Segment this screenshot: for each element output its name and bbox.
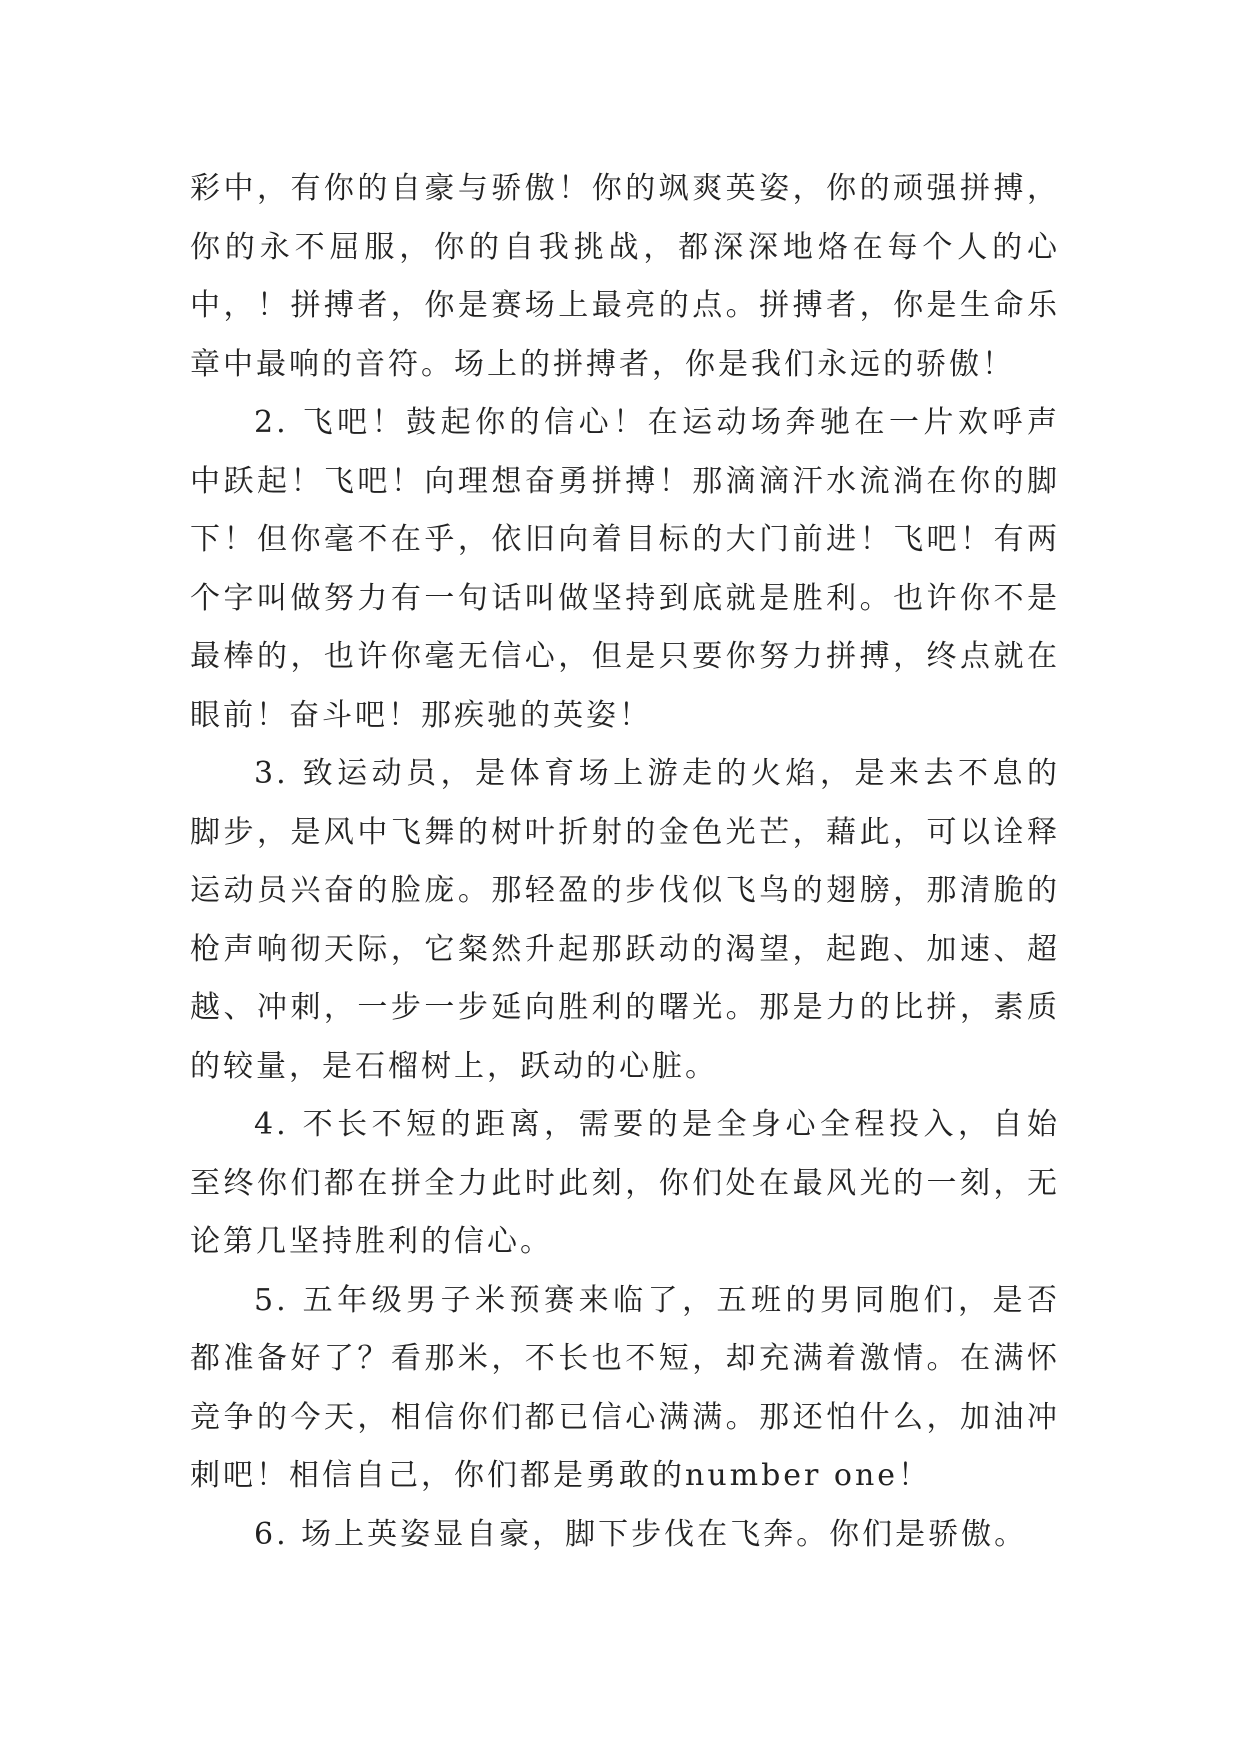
paragraph-item-3: 3. 致运动员，是体育场上游走的火焰，是来去不息的脚步，是风中飞舞的树叶折射的金色光芒，藉此，可以诠释运动员兴奋的脸庞。那轻盈的步伐似飞鸟的翅膀，那清脆的枪声响彻天际，它粲然升起那跃动的渴望，起跑、加速、超越、冲刺，一步一步延向胜利的曙光。那是力的比拼，素质的较量，是石榴树上，跃动的心脏。 (190, 756, 1060, 1084)
document-body (190, 160, 1060, 1564)
paragraph-item-4: 4. 不长不短的距离，需要的是全身心全程投入，自始至终你们都在拼全力此时此刻，你们处在最风光的一刻，无论第几坚持胜利的信心。 (190, 1107, 1060, 1259)
paragraph-continuation: 彩中，有你的自豪与骄傲！你的飒爽英姿，你的顽强拼搏，你的永不屈服，你的自我挑战，都深深地烙在每个人的心中，！拼搏者，你是赛场上最亮的点。拼搏者，你是生命乐章中最响的音符。场上的拼搏者，你是我们永远的骄傲！ (190, 171, 1060, 382)
paragraph-item-5: 5. 五年级男子米预赛来临了，五班的男同胞们，是否都准备好了？看那米，不长也不短，却充满着激情。在满怀竞争的今天，相信你们都已信心满满。那还怕什么，加油冲刺吧！相信自己，你们都是勇敢的number one！ (190, 1282, 1060, 1493)
paragraph-item-6: 6. 场上英姿显自豪，脚下步伐在飞奔。你们是骄傲。 (254, 1516, 1028, 1552)
paragraph-item-2: 2. 飞吧！鼓起你的信心！在运动场奔驰在一片欢呼声中跃起！飞吧！向理想奋勇拼搏！那滴滴汗水流淌在你的脚下！但你毫不在乎，依旧向着目标的大门前进！飞吧！有两个字叫做努力有一句话叫做坚持到底就是胜利。也许你不是最棒的，也许你毫无信心，但是只要你努力拼搏，终点就在眼前！奋斗吧！那疾驰的英姿！ (190, 405, 1060, 733)
